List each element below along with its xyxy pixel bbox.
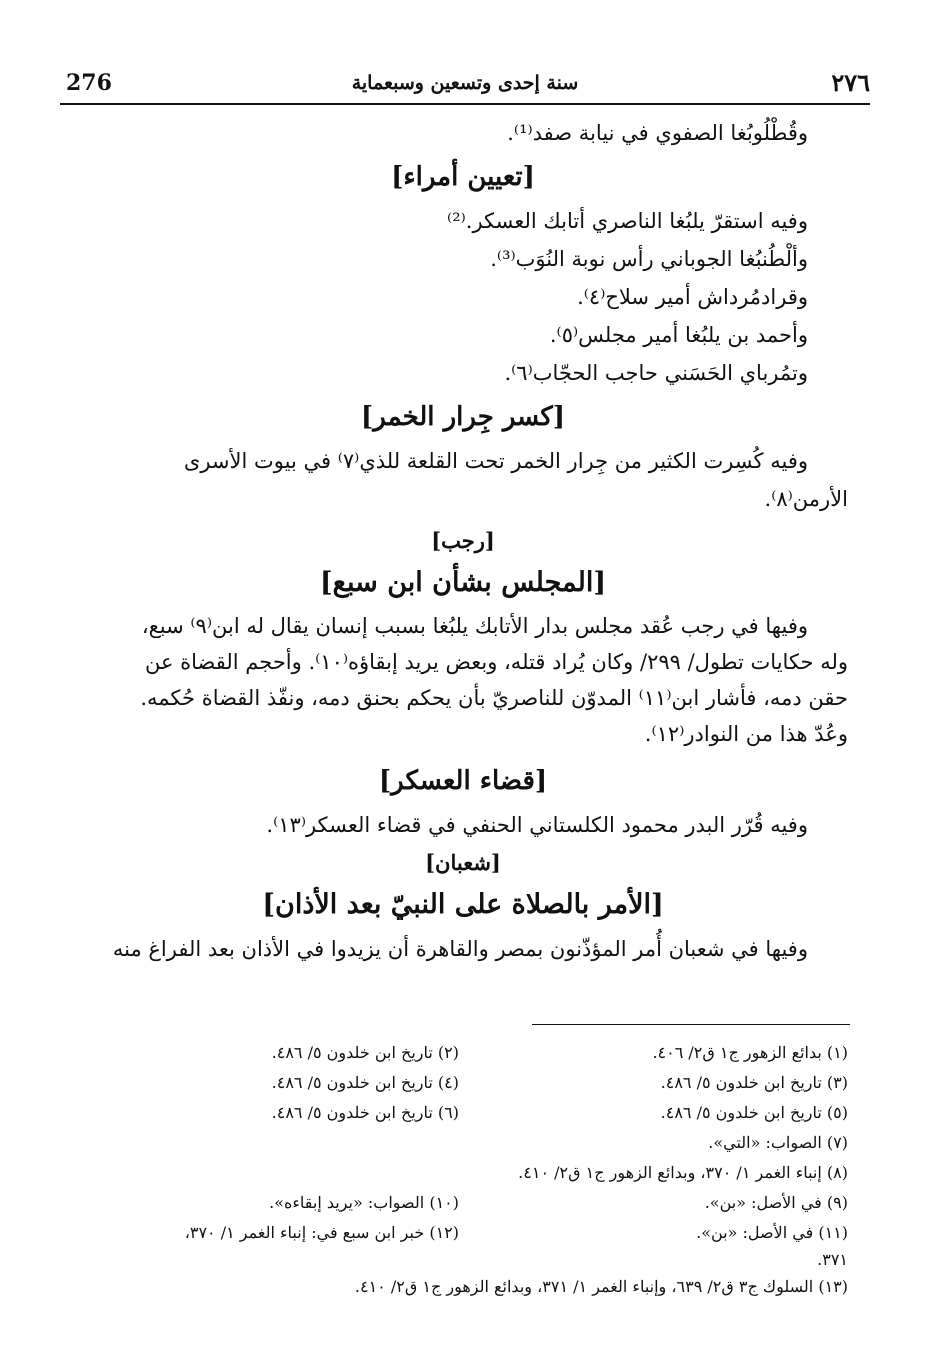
- footnote-continuation: ٣٧١.: [817, 1250, 848, 1269]
- footnote-row: [70, 1098, 848, 1128]
- footnote-row: [70, 1068, 848, 1098]
- list-item: وتمُرباي الحَسَني حاجب الحجّاب⁽٦⁾.: [504, 361, 808, 385]
- text-line: وقُطْلُوبُغا الصفوي في نيابة صفد⁽¹⁾.: [507, 121, 808, 145]
- footnote: (٥) تاريخ ابن خلدون ٥/ ٤٨٦.: [660, 1103, 848, 1122]
- footnote-row: [70, 1128, 848, 1158]
- list-item: وقرادمُرداش أمير سلاح⁽٤⁾.: [577, 285, 808, 309]
- footnote: (٤) تاريخ ابن خلدون ٥/ ٤٨٦.: [271, 1073, 459, 1092]
- footnote-row: [70, 1248, 848, 1272]
- list-item: وأحمد بن يلبُغا أمير مجلس⁽٥⁾.: [549, 323, 808, 347]
- page-number-latin: 276: [66, 70, 112, 96]
- footnote-rule: [532, 1024, 850, 1025]
- footnote: (١٢) خبر ابن سبع في: إنباء الغمر ١/ ٣٧٠،: [184, 1223, 459, 1242]
- footnote-row: [70, 1188, 848, 1218]
- running-title: سنة إحدى وتسعين وسبعماية: [351, 72, 579, 94]
- paragraph-line: وله حكايات تطول/ ٢٩٩/ وكان يُراد قتله، وبعض يريد إبقاؤه⁽١٠⁾. وأحجم القضاة عن: [144, 650, 848, 674]
- footnote-row: [70, 1158, 848, 1188]
- footnote: (١) بدائع الزهور ج١ ق٢/ ٤٠٦.: [652, 1043, 848, 1062]
- list-item: وفيه استقرّ يلبُغا الناصري أتابك العسكر.⁽²⁾: [447, 209, 808, 233]
- paragraph-line: حقن دمه، فأشار ابن⁽١١⁾ المدوّن للناصريّ بأن يحكم بحنق دمه، ونفّذ القضاة حُكمه.: [140, 686, 848, 710]
- footnote: (٣) تاريخ ابن خلدون ٥/ ٤٨٦.: [660, 1073, 848, 1092]
- footnotes: [70, 1038, 848, 1302]
- text-line: وفيه قُرّر البدر محمود الكلستاني الحنفي في قضاء العسكر⁽١٣⁾.: [266, 813, 808, 837]
- footnote: (١١) في الأصل: «بن».: [696, 1223, 848, 1242]
- footnote: (٩) في الأصل: «بن».: [704, 1193, 848, 1212]
- footnote-row: [70, 1272, 848, 1302]
- month-heading: [رجب]: [431, 528, 495, 553]
- footnote: (١٣) السلوك ج٣ ق٢/ ٦٣٩، وإنباء الغمر ١/ ٣٧١، وبدائع الزهور ج١ ق٢/ ٤١٠.: [354, 1277, 848, 1296]
- header-rule: [60, 103, 870, 105]
- footnote: (٨) إنباء الغمر ١/ ٣٧٠، وبدائع الزهور ج١ ق٢/ ٤١٠.: [518, 1163, 848, 1182]
- footnote: (١٠) الصواب: «يريد إبقاءه».: [269, 1193, 459, 1212]
- paragraph-line: وفيه كُسِرت الكثير من جِرار الخمر تحت القلعة للذي⁽٧⁾ في بيوت الأسرى: [183, 449, 808, 473]
- page-number-arabic: ٢٧٦: [831, 68, 870, 97]
- main-text: [78, 114, 848, 968]
- footnote-row: [70, 1218, 848, 1248]
- footnote-row: [70, 1038, 848, 1068]
- list-item: وألْطُنبُغا الجوباني رأس نوبة النُوَب⁽³⁾.: [490, 247, 808, 271]
- section-heading: [الأمر بالصلاة على النبيّ بعد الأذان]: [262, 889, 664, 920]
- paragraph-line: وفيها في رجب عُقد مجلس بدار الأتابك يلبُغا بسبب إنسان يقال له ابن⁽٩⁾ سبع،: [141, 614, 808, 638]
- footnote: (٢) تاريخ ابن خلدون ٥/ ٤٨٦.: [271, 1043, 459, 1062]
- footnote: (٧) الصواب: «التي».: [708, 1133, 848, 1152]
- text-line: وفيها في شعبان أُمر المؤذّنون بمصر والقاهرة أن يزيدوا في الأذان بعد الفراغ منه: [112, 937, 808, 961]
- paragraph-line: الأرمن⁽٨⁾.: [764, 487, 848, 511]
- month-heading: [شعبان]: [425, 850, 501, 875]
- section-heading: [كسر جِرار الخمر]: [360, 402, 566, 432]
- section-heading: [تعيين أمراء]: [391, 162, 535, 192]
- page-header: [60, 66, 870, 108]
- section-heading: [قضاء العسكر]: [378, 766, 548, 796]
- footnote: (٦) تاريخ ابن خلدون ٥/ ٤٨٦.: [271, 1103, 459, 1122]
- section-heading: [المجلس بشأن ابن سبع]: [319, 567, 607, 598]
- paragraph-line: وعُدّ هذا من النوادر⁽١٢⁾.: [644, 722, 848, 746]
